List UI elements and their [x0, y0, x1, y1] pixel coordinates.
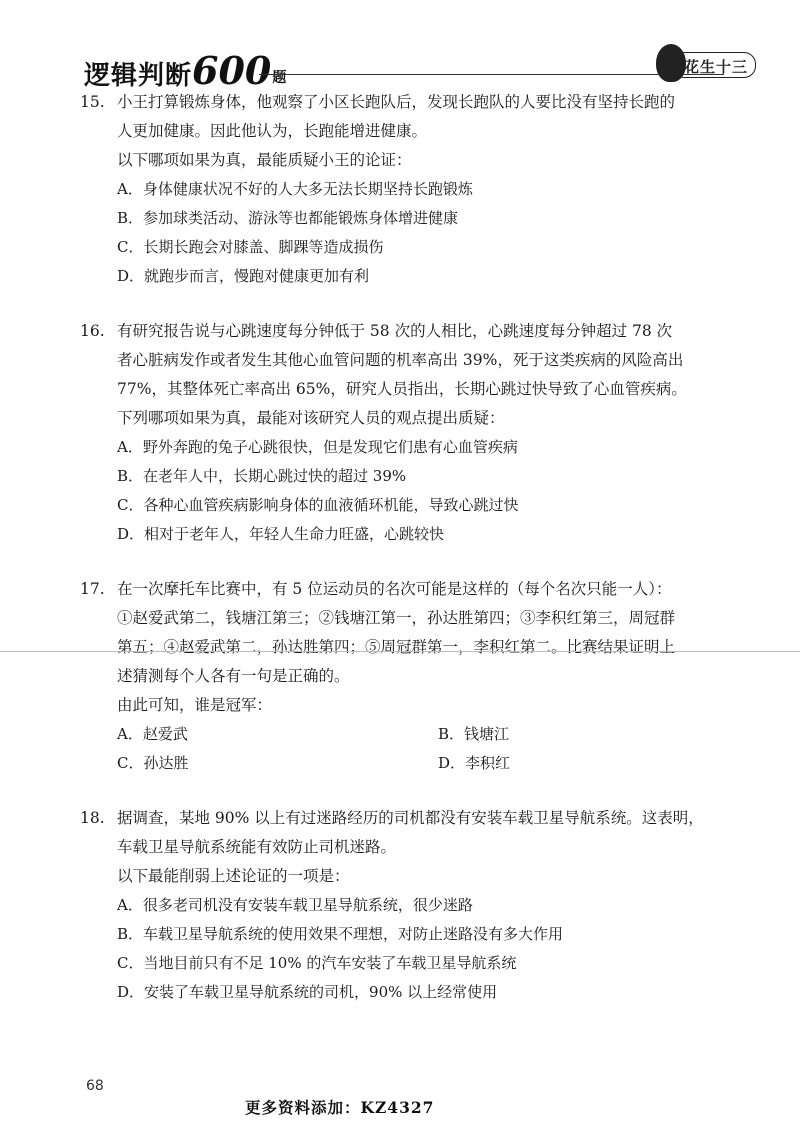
page-header [84, 38, 754, 93]
option-b[interactable]: B．参加球类活动、游泳等也都能锻炼身体增进健康 [117, 209, 459, 227]
question-prompt: 下列哪项如果为真，最能对该研究人员的观点提出质疑： [117, 409, 505, 427]
book-title-text: 逻辑判断 [84, 61, 193, 91]
option-d[interactable]: D．就跑步而言，慢跑对健康更加有利 [117, 267, 370, 285]
question-17 [80, 575, 740, 778]
question-list [80, 88, 740, 1033]
question-stem [80, 317, 740, 346]
brand-logo [644, 44, 754, 84]
option-a[interactable]: A．身体健康状况不好的人大多无法长期坚持长跑锻炼 [117, 180, 473, 198]
question-number: 18. [80, 809, 105, 827]
stem-line: 小王打算锻炼身体，他观察了小区长跑队后，发现长跑队的人要比没有坚持长跑的 [117, 93, 676, 111]
option-a[interactable]: A．赵爱武 [117, 725, 188, 743]
question-stem [80, 575, 740, 604]
question-prompt: 由此可知，谁是冠军： [117, 696, 273, 714]
stem-line: 者心脏病发作或者发生其他心血管问题的机率高出 39%，死于这类疾病的风险高出 [117, 351, 684, 369]
option-c[interactable]: C．当地目前只有不足 10% 的汽车安装了车载卫星导航系统 [117, 954, 517, 972]
question-number: 15. [80, 93, 105, 111]
page-number: 68 [86, 1078, 104, 1094]
book-title [84, 48, 287, 93]
stem-line: 据调查，某地 90% 以上有过迷路经历的司机都没有安装车载卫星导航系统。这表明， [117, 809, 704, 827]
question-prompt: 以下最能削弱上述论证的一项是： [117, 867, 350, 885]
stem-line: 述猜测每个人各有一句是正确的。 [117, 667, 350, 685]
question-16 [80, 317, 740, 549]
option-a[interactable]: A．野外奔跑的兔子心跳很快，但是发现它们患有心血管疾病 [117, 438, 518, 456]
question-prompt: 以下哪项如果为真，最能质疑小王的论证： [117, 151, 412, 169]
stem-line: 人更加健康。因此他认为，长跑能增进健康。 [117, 122, 428, 140]
stem-line: 车载卫星导航系统能有效防止司机迷路。 [117, 838, 397, 856]
question-number: 16. [80, 322, 105, 340]
option-grid [80, 720, 740, 778]
option-b[interactable]: B．钱塘江 [438, 725, 510, 743]
brand-text: 花生十三 [684, 58, 749, 76]
option-c[interactable]: C．各种心血管疾病影响身体的血液循环机能，导致心跳过快 [117, 496, 519, 514]
stem-line: 在一次摩托车比赛中，有 5 位运动员的名次可能是这样的（每个名次只能一人）： [117, 580, 672, 598]
stem-line: 第五；④赵爱武第二，孙达胜第四；⑤周冠群第一，李积红第二。比赛结果证明上 [117, 638, 676, 656]
question-stem [80, 804, 740, 833]
question-15 [80, 88, 740, 291]
question-18 [80, 804, 740, 1007]
book-title-number: 600 [192, 48, 272, 93]
option-c[interactable]: C．长期长跑会对膝盖、脚踝等造成损伤 [117, 238, 384, 256]
stem-line: ①赵爱武第二，钱塘江第三；②钱塘江第一，孙达胜第四；③李积红第三，周冠群 [117, 609, 676, 627]
scan-fold-line [0, 651, 800, 652]
question-stem [80, 88, 740, 117]
peanut-icon [656, 44, 686, 82]
option-b[interactable]: B．车载卫星导航系统的使用效果不理想，对防止迷路没有多大作用 [117, 925, 564, 943]
option-d[interactable]: D．李积红 [438, 754, 511, 772]
option-c[interactable]: C．孙达胜 [117, 754, 189, 772]
option-d[interactable]: D．相对于老年人，年轻人生命力旺盛，心跳较快 [117, 525, 445, 543]
footer-note: 更多资料添加：KZ4327 [245, 1098, 435, 1117]
stem-line: 有研究报告说与心跳速度每分钟低于 58 次的人相比，心跳速度每分钟超过 78 次 [117, 322, 673, 340]
option-a[interactable]: A．很多老司机没有安装车载卫星导航系统，很少迷路 [117, 896, 473, 914]
option-d[interactable]: D．安装了车载卫星导航系统的司机，90% 以上经常使用 [117, 983, 498, 1001]
book-title-suffix: 题 [272, 70, 288, 86]
stem-line: 77%，其整体死亡率高出 65%，研究人员指出，长期心跳过快导致了心血管疾病。 [117, 380, 687, 398]
option-b[interactable]: B．在老年人中，长期心跳过快的超过 39% [117, 467, 407, 485]
question-number: 17. [80, 580, 105, 598]
